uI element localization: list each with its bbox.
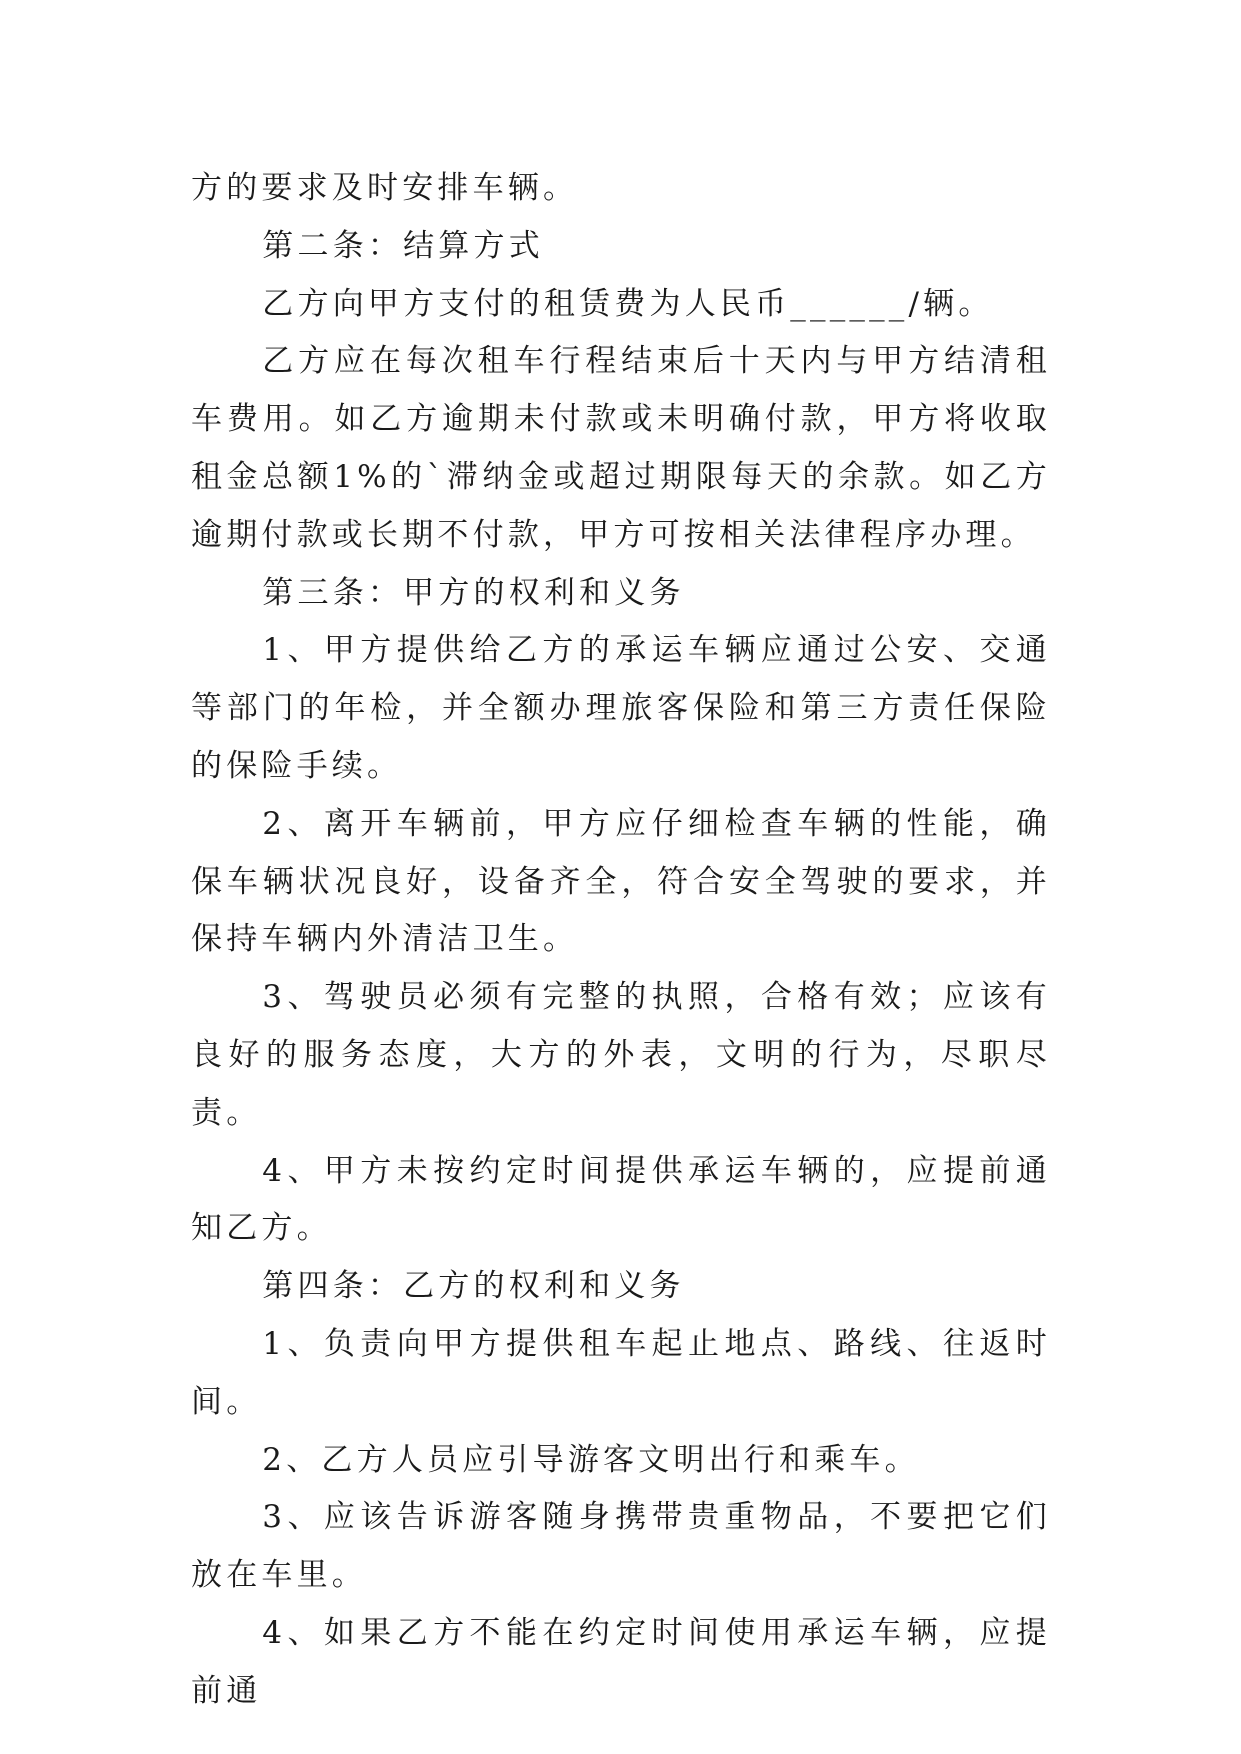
party-b-item-2: 2、乙方人员应引导游客文明出行和乘车。 (262, 1441, 920, 1478)
article-4-heading: 第四条：乙方的权利和义务 (262, 1268, 685, 1305)
rental-fee-clause: 乙方向甲方支付的租赁费为人民币______/辆。 (262, 285, 994, 322)
party-b-item-4: 4、如果乙方不能在约定时间使用承运车辆，应提前通 (191, 1614, 1051, 1709)
party-b-item-3: 3、应该告诉游客随身携带贵重物品，不要把它们放在车里。 (191, 1499, 1051, 1594)
paragraph-continuation: 方的要求及时安排车辆。 (191, 170, 579, 206)
article-3-heading: 第三条：甲方的权利和义务 (262, 574, 685, 611)
party-a-item-2: 2、离开车辆前，甲方应仔细检查车辆的性能，确保车辆状况良好，设备齐全，符合安全驾驶的要求，并保持车辆内外清洁卫生。 (191, 805, 1051, 958)
party-b-item-1: 1、负责向甲方提供租车起止地点、路线、往返时间。 (191, 1325, 1051, 1420)
settlement-clause: 乙方应在每次租车行程结束后十天内与甲方结清租车费用。如乙方逾期未付款或未明确付款，甲方将收取租金总额1%的`滞纳金或超过期限每天的余款。如乙方逾期付款或长期不付款，甲方可按相关法律程序办理。 (191, 343, 1051, 553)
article-2-heading: 第二条：结算方式 (262, 227, 544, 264)
party-a-item-3: 3、驾驶员必须有完整的执照，合格有效；应该有良好的服务态度，大方的外表，文明的行为，尽职尽责。 (191, 979, 1051, 1131)
document-body (191, 160, 1051, 1721)
party-a-item-4: 4、甲方未按约定时间提供承运车辆的，应提前通知乙方。 (191, 1152, 1051, 1247)
party-a-item-1: 1、甲方提供给乙方的承运车辆应通过公安、交通等部门的年检，并全额办理旅客保险和第三方责任保险的保险手续。 (191, 632, 1051, 784)
